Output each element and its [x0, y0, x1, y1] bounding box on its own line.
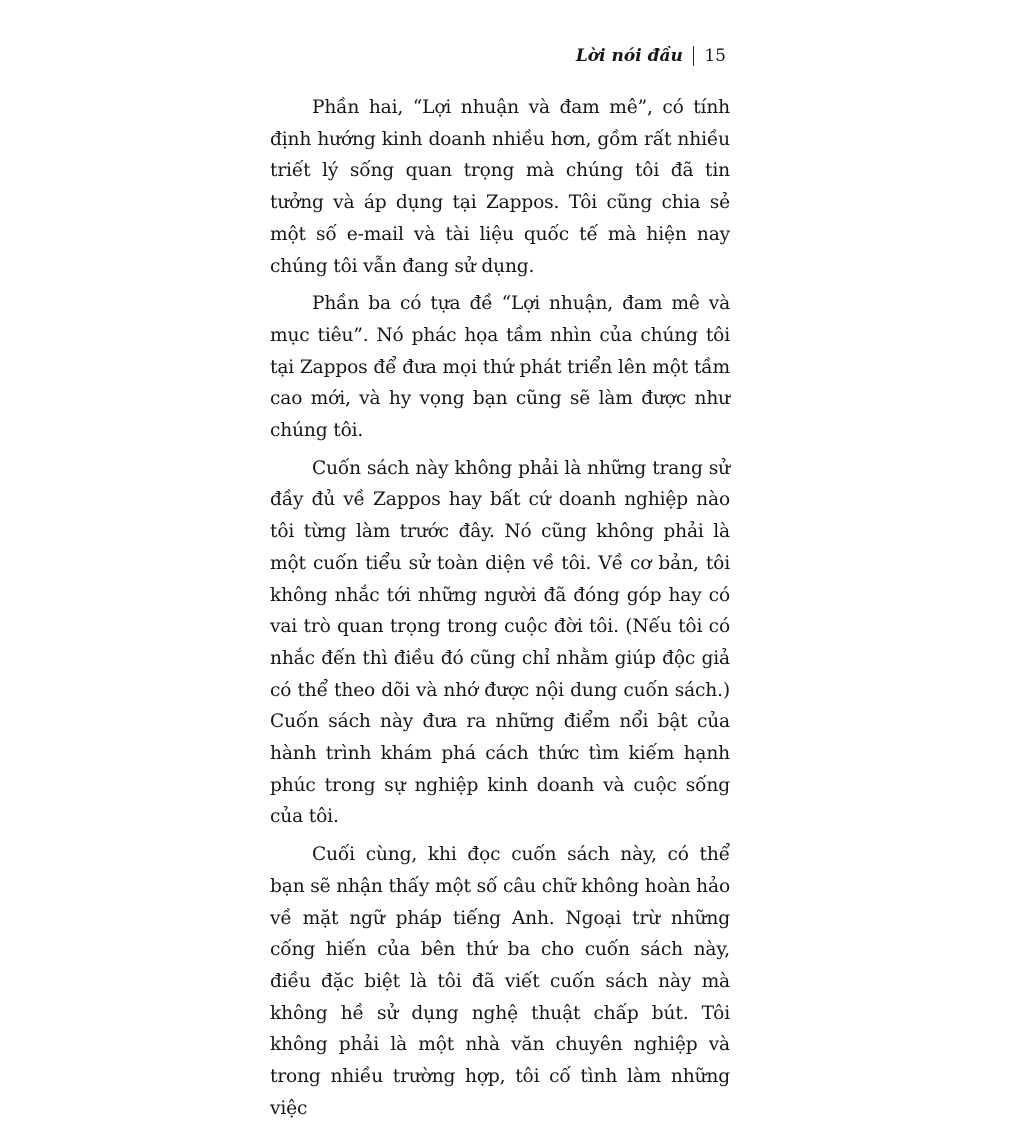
header-divider [693, 46, 695, 66]
body-text [270, 92, 730, 1131]
paragraph-grammar-note: Cuối cùng, khi đọc cuốn sách này, có thể bạn sẽ nhận thấy một số câu chữ không hoàn hảo về mặt ngữ pháp tiếng Anh. Ngoại trừ những cống hiến của bên thứ ba cho cuốn sách này, điều đặc biệt là tôi đã viết cuốn sách này mà không hề sử dụng nghệ thuật chấp bút. Tôi không phải là một nhà văn chuyên nghiệp và trong nhiều trường hợp, tôi cố tình làm những việc [270, 844, 730, 1119]
paragraph-book-scope: Cuốn sách này không phải là những trang sử đầy đủ về Zappos hay bất cứ doanh nghiệp nào tôi từng làm trước đây. Nó cũng không phải là một cuốn tiểu sử toàn diện về tôi. Về cơ bản, tôi không nhắc tới những người đã đóng góp hay có vai trò quan trọng trong cuộc đời tôi. (Nếu tôi có nhắc đến thì điều đó cũng chỉ nhằm giúp độc giả có thể theo dõi và nhớ được nội dung cuốn sách.) Cuốn sách này đưa ra những điểm nổi bật của hành trình khám phá cách thức tìm kiếm hạnh phúc trong sự nghiệp kinh doanh và cuộc sống của tôi. [270, 457, 730, 828]
paragraph-part-two: Phần hai, “Lợi nhuận và đam mê”, có tính định hướng kinh doanh nhiều hơn, gồm rất nhiều triết lý sống quan trọng mà chúng tôi đã tin tưởng và áp dụng tại Zappos. Tôi cũng chia sẻ một số e-mail và tài liệu quốc tế mà hiện nay chúng tôi vẫn đang sử dụng. [270, 97, 730, 277]
chapter-title: Lời nói đầu [575, 46, 683, 66]
page-number: 15 [704, 46, 726, 66]
paragraph-part-three: Phần ba có tựa đề “Lợi nhuận, đam mê và mục tiêu”. Nó phác họa tầm nhìn của chúng tôi tại Zappos để đưa mọi thứ phát triển lên một tầm cao mới, và hy vọng bạn cũng sẽ làm được như chúng tôi. [270, 293, 730, 442]
running-header [576, 46, 726, 66]
